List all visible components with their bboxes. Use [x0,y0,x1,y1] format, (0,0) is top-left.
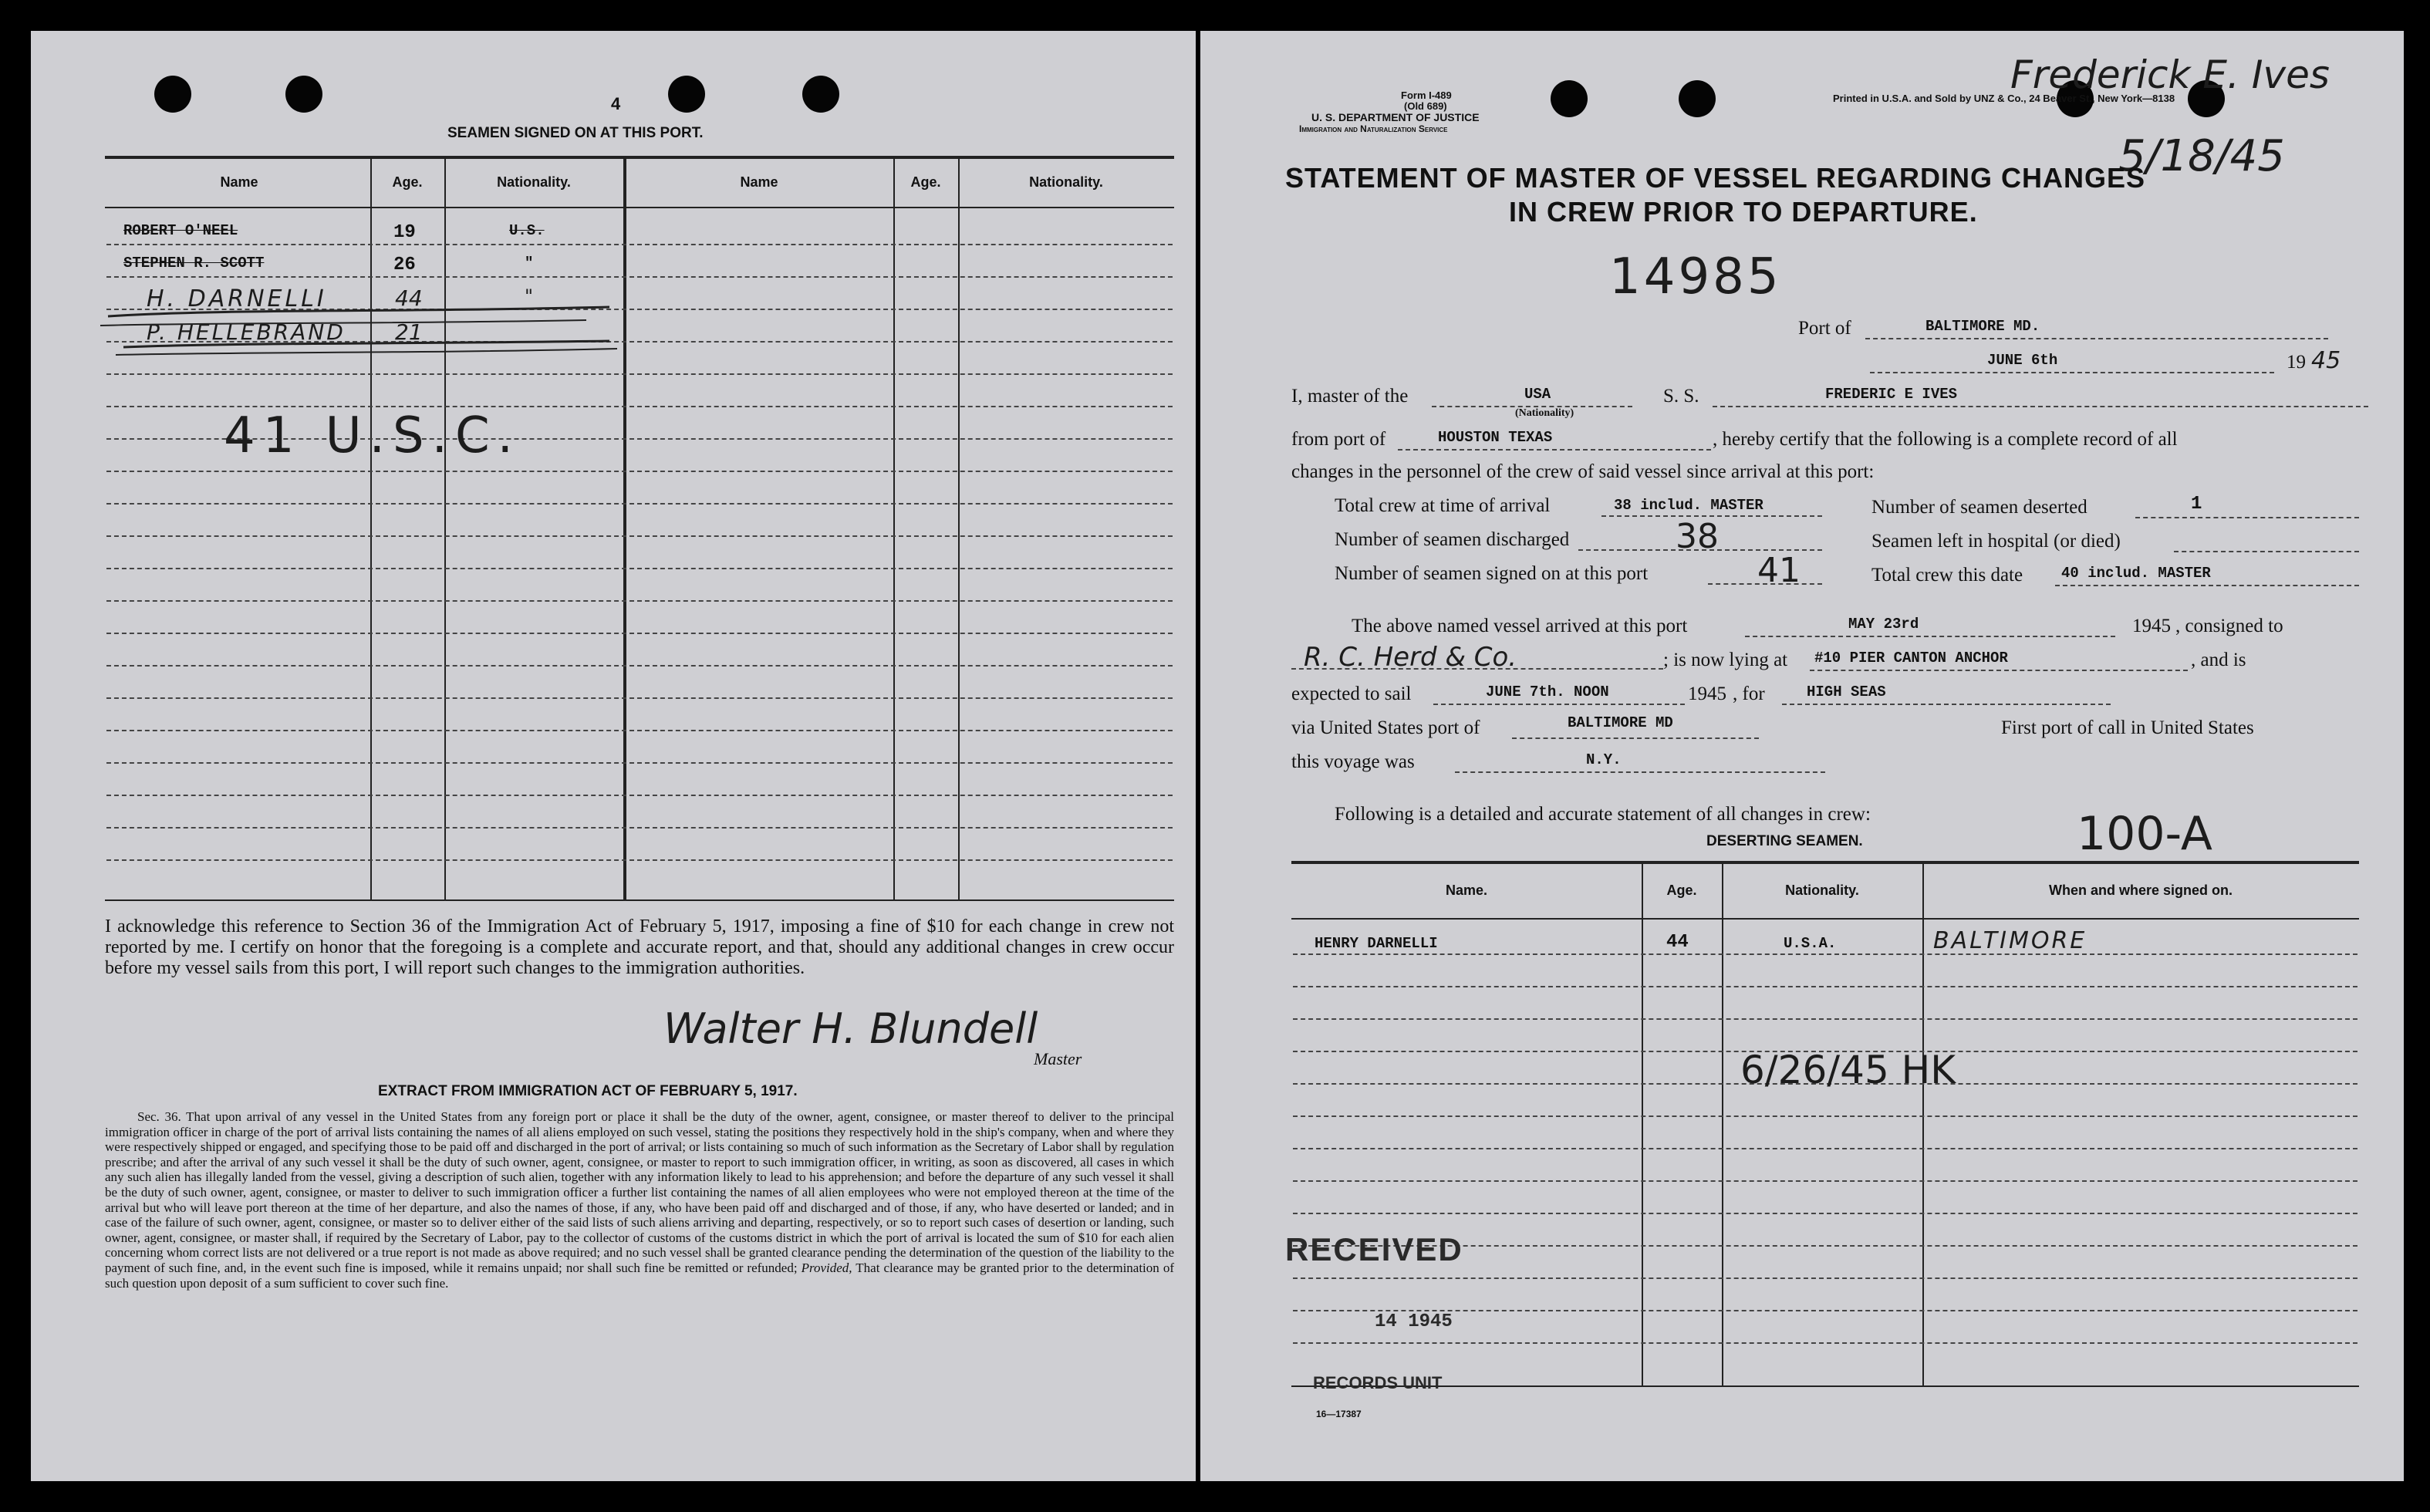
fill-line [2135,517,2359,518]
col-header-age: Age. [392,174,423,190]
row-rule [106,633,1173,634]
sail-year: 1945 [1688,683,1726,704]
deserting-table-header-rule [1291,918,2359,920]
row-rule [106,827,1173,829]
form-title-line1: STATEMENT OF MASTER OF VESSEL REGARDING CHANGES [1285,162,2146,194]
punch-hole [1679,80,1716,117]
acknowledgment-text: I acknowledge this reference to Section 36 of the Immigration Act of February 5, 1917, imposing a fine of $10 for each change in crew not reported by me. I certify on honor that the foregoing is a complete and accurate report, and that, should any additional changes in crew occur before my vessel sails from this port, I will report such changes to the immigration authorities. [105,916,1174,978]
row-rule [106,697,1173,699]
changes-text: changes in the personnel of the crew of said vessel since arrival at this port: [1291,461,1875,482]
crew-name: ROBERT O'NEEL [123,222,238,239]
row-rule [1293,1180,2357,1182]
stamp-note: 41 U.S.C. [224,407,521,464]
sail-value: JUNE 7th. NOON [1486,683,1609,700]
strike-scribble [77,278,633,370]
hospital-label: Seamen left in hospital (or died) [1871,531,2121,552]
row-rule [106,795,1173,796]
arrival-year: 1945 [2132,616,2171,636]
date-value: JUNE 6th [1987,352,2058,369]
fill-line [1512,737,1759,739]
ss-label: S. S. [1663,386,1699,407]
crew-age: 21 [395,319,423,345]
row-rule [106,665,1173,667]
row-rule [106,730,1173,731]
and-is: , and is [2191,650,2246,670]
col-header-nationality: Nationality. [1029,174,1103,190]
col-header-signed-on: When and where signed on. [2048,883,2233,898]
punch-hole [668,76,705,113]
discharged-value: 38 [1676,517,1719,556]
crew-nationality: U.S. [509,222,545,239]
col-header-nationality: Nationality. [1785,883,1859,898]
row-rule [106,568,1173,569]
fill-line [1745,636,2115,637]
handwritten-date: 5/18/45 [2118,131,2285,181]
row-rule [106,600,1173,602]
master-signature: Walter H. Blundell [663,1004,1038,1053]
signed-value: 41 [1757,551,1801,590]
total-arrival-label: Total crew at time of arrival [1335,495,1551,516]
handwritten-note: 6/26/45 HK [1740,1048,1956,1092]
fill-line [1870,372,2274,373]
col-header-name: Name. [1445,883,1488,898]
row-rule [106,373,1173,375]
fill-line [1782,704,2111,705]
crew-name: P. HELLEBRAND [147,319,346,345]
extract-tail: That clearance may be granted prior to the determination of such question upon deposit of a sum sufficient to cover such fine. [105,1260,1174,1291]
code-100a: 100-A [2077,807,2212,861]
right-page [1200,31,2404,1481]
crew-name: H. DARNELLI [147,285,327,312]
lying-value: #10 PIER CANTON ANCHOR [1814,650,2008,667]
crew-age: 44 [395,285,423,311]
fill-line [1810,670,2188,671]
year-prefix: 19 [2287,352,2306,373]
row-rule [1293,1310,2357,1311]
via-label: via United States port of [1291,717,1480,738]
received-stamp: RECEIVED [1285,1231,1463,1267]
service: Immigration and Naturalization Service [1299,123,1448,134]
row-rule [106,859,1173,861]
row-rule [106,503,1173,505]
page-number: 4 [611,94,621,113]
deserter-age: 44 [1666,932,1689,953]
col-divider [1642,862,1643,1385]
col-divider [623,157,626,899]
received-date: 14 1945 [1375,1311,1453,1332]
col-header-name: Name [740,174,778,190]
row-rule [1293,1115,2357,1117]
file-number: 14985 [1609,248,1782,305]
via-value: BALTIMORE MD [1568,714,1673,731]
row-rule [1293,1018,2357,1020]
extract-section: Sec. 36. [137,1109,181,1124]
row-rule [1293,1148,2357,1149]
port-label: Port of [1798,318,1851,339]
row-rule [1293,1213,2357,1214]
row-rule [106,535,1173,537]
col-header-age: Age. [910,174,941,190]
form-old: (Old 689) [1404,100,1447,112]
row-rule [1293,986,2357,987]
deserting-table-bottom [1291,1385,2359,1387]
fill-line [1398,449,1711,451]
deserting-title: DESERTING SEAMEN. [1706,833,1863,849]
extract-provided: Provided, [801,1260,852,1275]
certify-text: , hereby certify that the following is a complete record of all [1713,429,2178,450]
arrival-label: The above named vessel arrived at this port [1352,616,1688,636]
signature-title: Master [1034,1049,1082,1068]
row-rule [106,471,1173,472]
nationality-caption: (Nationality) [1515,407,1574,419]
col-header-nationality: Nationality. [497,174,571,190]
row-rule [106,762,1173,764]
deserter-nationality: U.S.A. [1784,935,1837,952]
for-value: HIGH SEAS [1807,683,1886,700]
following-text: Following is a detailed and accurate statement of all changes in crew: [1335,804,1871,825]
arrival-value: MAY 23rd [1848,616,1919,633]
deserting-table-top [1291,861,2359,864]
section-title: SEAMEN SIGNED ON AT THIS PORT. [447,125,704,141]
deserted-label: Number of seamen deserted [1871,497,2087,518]
vessel-name: FREDERIC E IVES [1825,386,1958,403]
deserter-signed-on: BALTIMORE [1933,927,2087,954]
row-rule [106,244,1173,245]
records-unit: RECORDS UNIT [1313,1373,1443,1392]
row-rule [1293,953,2357,955]
crew-age: 26 [393,255,416,275]
col-divider [1922,862,1924,1385]
from-port-label: from port of [1291,429,1386,450]
extract-body: That upon arrival of any vessel in the United States from any foreign port or place it shall be the duty of the owner, agent, consignee, or master thereof to deliver to the principal immigration officer in charge of the port of arrival lists containing the names of all aliens employed on such vessel, stating the positions they respectively hold in the ship's company, when and where they were respectively shipped or engaged, and specifying those to be paid off and discharged in the port of arrival; or lists containing so much of such information as the Secretary of Labor shall by regulation prescribe; and after the arrival of any such vessel it shall be the duty of such owner, agent, consignee, or master to report to such immigration officer, in writing, as soon as discovered, all cases in which any such alien has illegally landed from the vessel, giving a description of such alien, together with any information likely to lead to his apprehension; and before the departure of any such vessel it shall be the duty of such owner, agent, consignee, or master to deliver to such immigration officer a further list containing the names of all alien employees who were not employed thereon at the time of the arrival but who will leave port thereon at the time of her departure, and also the names of those, if any, who have been paid off and discharged and of those, if any, who have deserted or landed; and in case of the failure of such owner, agent, consignee, or master so to deliver either of the said lists of such aliens arriving and departing, respectively, or so to report such cases of desertion or landing, such owner, agent, consignee, or master shall, if required by the Secretary of Labor, pay to the collector of customs of the customs district in which the port of arrival is located the sum of $10 for each alien concerning whom correct lists are not delivered or a true report is not made as above required; and no such vessel shall be granted clearance pending the determination of the question of the liability to the payment of such fine, and, in the event such fine is imposed, while it remains unpaid; nor shall such fine be remitted or refunded; [105,1109,1175,1275]
crew-age: 19 [393,222,416,243]
table-top-rule [105,156,1174,159]
crew-name: STEPHEN R. SCOTT [123,255,265,272]
for-label: , for [1733,683,1765,704]
signed-label: Number of seamen signed on at this port [1335,563,1649,584]
total-date-label: Total crew this date [1871,565,2023,586]
col-divider [370,157,372,899]
fill-line [1455,771,1825,773]
fill-line [1865,338,2328,339]
fill-line [1713,406,2368,407]
col-header-name: Name [220,174,258,190]
extract-title: EXTRACT FROM IMMIGRATION ACT OF FEBRUARY 5, 1917. [378,1083,798,1099]
col-header-age: Age. [1666,883,1697,898]
deserter-name: HENRY DARNELLI [1315,935,1438,952]
discharged-label: Number of seamen discharged [1335,529,1570,550]
form-title-line2: IN CREW PRIOR TO DEPARTURE. [1509,196,1978,228]
consigned-label: , consigned to [2175,616,2283,636]
total-arrival-value: 38 includ. MASTER [1614,497,1763,514]
punch-hole [1551,80,1588,117]
fill-line [2174,551,2359,552]
form-number: 16—17387 [1316,1409,1362,1419]
punch-hole [285,76,322,113]
row-rule [1293,1342,2357,1344]
first-port-label: First port of call in United States [2001,717,2254,738]
col-divider [444,157,446,899]
sail-label: expected to sail [1291,683,1412,704]
voyage-label: this voyage was [1291,751,1415,772]
punch-hole [802,76,839,113]
handwritten-vessel-name: Frederick E. Ives [2010,52,2330,97]
table-header-rule [105,207,1174,208]
nationality-value: USA [1524,386,1551,403]
deserted-value: 1 [2191,494,2202,515]
department: U. S. DEPARTMENT OF JUSTICE [1311,111,1480,123]
extract-text [105,1109,1174,1291]
punch-hole [154,76,191,113]
year-value: 45 [2311,347,2341,374]
master-of-label: I, master of the [1291,386,1409,407]
table-bottom-rule [105,899,1174,901]
voyage-value: N.Y. [1586,751,1622,768]
total-date-value: 40 includ. MASTER [2061,565,2211,582]
from-port-value: HOUSTON TEXAS [1438,429,1553,446]
form-id: Form I-489 [1401,89,1452,101]
left-page [31,31,1196,1481]
port-value: BALTIMORE MD. [1925,318,2040,335]
col-divider [1722,862,1723,1385]
col-divider [958,157,960,899]
crew-nationality: " [525,255,534,272]
crew-nationality: " [525,285,534,307]
row-rule [1293,1277,2357,1279]
consignee-value: R. C. Herd & Co. [1304,642,1517,673]
fill-line [2055,585,2359,586]
lying-label: ; is now lying at [1663,650,1788,670]
printer-note: Printed in U.S.A. and Sold by UNZ & Co., 24 Beaver St., New York—8138 [1833,93,2175,104]
col-divider [893,157,895,899]
fill-line [1433,704,1685,705]
